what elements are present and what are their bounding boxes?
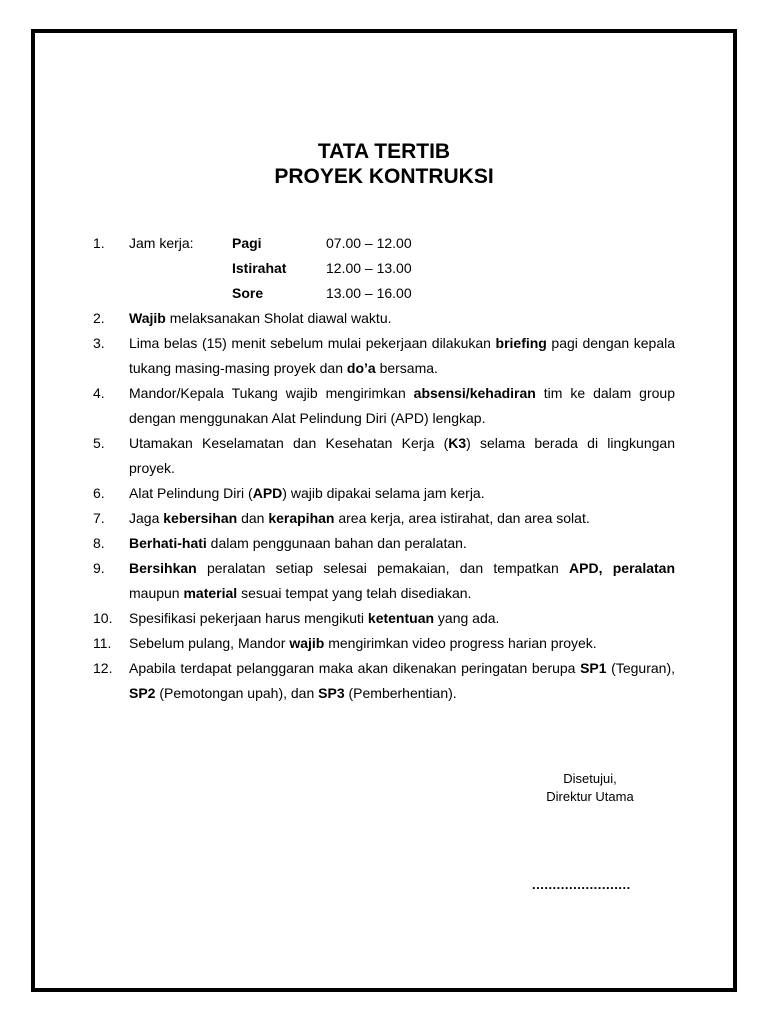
rule-text-segment: pagi dengan kepala tukang masing-masing proyek dan xyxy=(129,335,676,376)
rule-text-bold: SP1 xyxy=(580,660,607,676)
rule-number: 11. xyxy=(93,635,112,651)
rule-text xyxy=(129,635,597,651)
rule-text-bold: briefing xyxy=(495,335,547,351)
work-hours-row xyxy=(129,256,675,281)
rule-text-bold: do’a xyxy=(346,360,376,376)
signature-line: ........................ xyxy=(532,877,631,892)
rule-text-bold: Wajib xyxy=(129,310,166,326)
rule-text-segment: area kerja, area istirahat, dan area solat. xyxy=(334,510,590,526)
rule-text-segment: (Pemotongan upah), dan xyxy=(155,685,319,701)
rule-text-segment: Mandor/Kepala Tukang wajib mengirimkan xyxy=(129,385,414,401)
rule-text xyxy=(129,510,590,526)
rule-text xyxy=(129,535,467,551)
session-time: 07.00 – 12.00 xyxy=(326,235,412,251)
approval-label: Disetujui, xyxy=(563,771,617,786)
rule-text-segment: tim ke dalam group dengan menggunakan Alat Pelindung Diri (APD) lengkap. xyxy=(129,385,675,426)
rule-number: 10. xyxy=(93,610,113,626)
rule-text-segment: (Teguran), xyxy=(606,660,675,676)
session-name: Istirahat xyxy=(232,260,287,276)
rule-text-bold: wajib xyxy=(289,635,325,651)
document-title: TATA TERTIB xyxy=(317,140,451,163)
rule-text-segment: Sebelum pulang, Mandor xyxy=(129,635,290,651)
rule-text xyxy=(129,435,675,476)
rule-text-segment: maupun xyxy=(129,585,184,601)
rule-item xyxy=(93,306,675,331)
rule-text-segment: Lima belas (15) menit sebelum mulai pekerjaan dilakukan xyxy=(129,335,496,351)
rule-text-segment: ) selama berada di lingkungan proyek. xyxy=(129,435,675,476)
rule-text xyxy=(129,335,675,376)
rule-text-segment: peralatan setiap selesai pemakaian, dan tempatkan xyxy=(196,560,570,576)
rule-text-bold: absensi/kehadiran xyxy=(413,385,536,401)
rule-text-segment: Utamakan Keselamatan dan Kesehatan Kerja ( xyxy=(129,435,449,451)
rule-text-bold: K3 xyxy=(448,435,467,451)
rule-text-segment: (Pemberhentian). xyxy=(344,685,457,701)
rule-item xyxy=(93,431,675,481)
rule-text-segment: Spesifikasi pekerjaan harus mengikuti xyxy=(129,610,368,626)
rules-list xyxy=(93,231,675,706)
rule-text-segment: melaksanakan Sholat diawal waktu. xyxy=(165,310,392,326)
session-time: 12.00 – 13.00 xyxy=(326,260,412,276)
rule-text xyxy=(129,385,675,426)
rule-item xyxy=(93,506,675,531)
work-hours-label: Jam kerja: xyxy=(129,235,194,251)
rule-item xyxy=(93,481,675,506)
rule-number: 5. xyxy=(93,435,105,451)
session-name: Pagi xyxy=(232,235,262,251)
rule-text xyxy=(129,610,499,626)
rule-number: 12. xyxy=(93,660,113,676)
rule-text-segment: dan xyxy=(237,510,269,526)
rule-number: 7. xyxy=(93,510,105,526)
rule-text-segment: sesuai tempat yang telah disediakan. xyxy=(237,585,472,601)
rule-number: 6. xyxy=(93,485,105,501)
rule-text-segment: Jaga xyxy=(129,510,164,526)
rule-text-bold: Berhati-hati xyxy=(129,535,207,551)
rule-item xyxy=(93,656,675,706)
rule-text-segment: bersama. xyxy=(375,360,438,376)
rule-number: 1. xyxy=(93,235,105,251)
rule-text-bold: kerapihan xyxy=(268,510,335,526)
rule-item xyxy=(93,631,675,656)
rule-text-segment: ) wajib dipakai selama jam kerja. xyxy=(282,485,485,501)
rule-number: 3. xyxy=(93,335,105,351)
work-hours-row xyxy=(129,281,675,306)
rule-text xyxy=(129,660,675,701)
rule-text-bold: Bersihkan xyxy=(129,560,197,576)
rule-text-segment: mengirimkan video progress harian proyek. xyxy=(324,635,597,651)
rule-item xyxy=(93,556,675,606)
rule-item xyxy=(93,381,675,431)
approver-position: Direktur Utama xyxy=(546,789,634,804)
rule-text-bold: SP3 xyxy=(318,685,345,701)
rule-text-segment: Alat Pelindung Diri ( xyxy=(129,485,253,501)
document-subtitle: PROYEK KONTRUKSI xyxy=(274,165,494,188)
rule-text-bold: SP2 xyxy=(129,685,156,701)
rule-number: 2. xyxy=(93,310,105,326)
work-hours-row xyxy=(129,231,675,256)
rule-text-segment: Apabila terdapat pelanggaran maka akan dikenakan peringatan berupa xyxy=(129,660,581,676)
rule-item xyxy=(93,531,675,556)
rules-container xyxy=(93,306,675,706)
rule-text-bold: kebersihan xyxy=(163,510,238,526)
session-time: 13.00 – 16.00 xyxy=(326,285,412,301)
rule-text xyxy=(129,485,485,501)
rule-text-bold: APD, peralatan xyxy=(569,560,675,576)
rule-text-bold: material xyxy=(183,585,238,601)
rule-number: 8. xyxy=(93,535,105,551)
rule-text-bold: ketentuan xyxy=(367,610,435,626)
rule-item xyxy=(93,331,675,381)
rule-text xyxy=(129,560,675,601)
rule-item-work-hours xyxy=(93,231,675,306)
rule-number: 9. xyxy=(93,560,105,576)
rule-item xyxy=(93,606,675,631)
rule-text-segment: yang ada. xyxy=(434,610,500,626)
rule-text xyxy=(129,310,392,326)
session-name: Sore xyxy=(232,285,264,301)
rule-text-segment: dalam penggunaan bahan dan peralatan. xyxy=(206,535,467,551)
rule-text-bold: APD xyxy=(252,485,283,501)
rule-number: 4. xyxy=(93,385,105,401)
